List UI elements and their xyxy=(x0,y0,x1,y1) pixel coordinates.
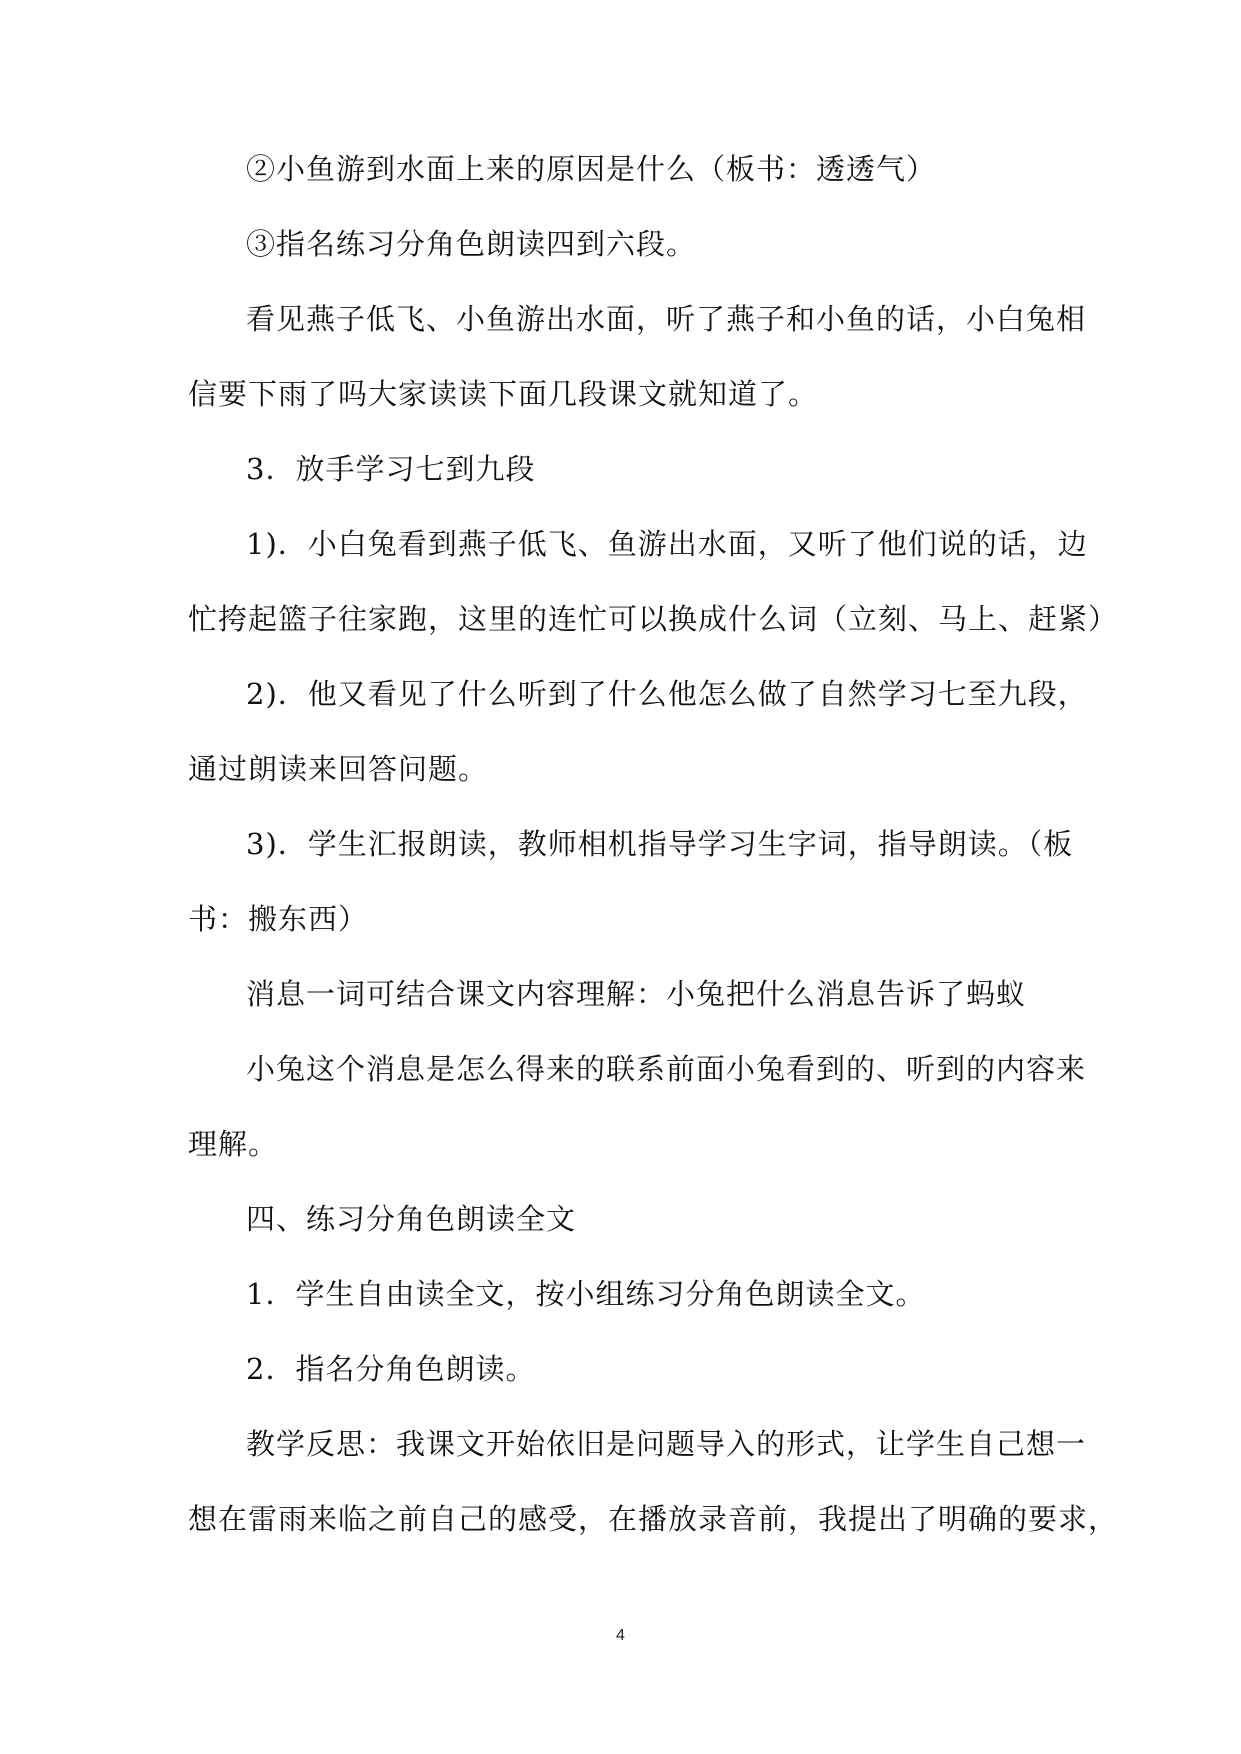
paragraph-line: 1．学生自由读全文，按小组练习分角色朗读全文。 xyxy=(246,1277,926,1311)
section-heading: 3．放手学习七到九段 xyxy=(246,452,536,486)
page-number: 4 xyxy=(616,1627,625,1644)
paragraph-line: 1)．小白兔看到燕子低飞、鱼游出水面，又听了他们说的话，边 xyxy=(246,527,1088,561)
paragraph-line: 消息一词可结合课文内容理解：小兔把什么消息告诉了蚂蚁 xyxy=(246,977,1027,1011)
paragraph-line: 教学反思：我课文开始依旧是问题导入的形式，让学生自己想一 xyxy=(246,1427,1087,1461)
paragraph-line: 3)．学生汇报朗读，教师相机指导学习生字词，指导朗读。（板 xyxy=(246,827,1074,861)
paragraph-line: 信要下雨了吗大家读读下面几段课文就知道了。 xyxy=(188,377,819,411)
section-heading: 四、练习分角色朗读全文 xyxy=(246,1202,577,1236)
paragraph-line: 书：搬东西） xyxy=(188,902,369,936)
paragraph-line: 理解。 xyxy=(188,1127,279,1161)
paragraph-line: 2)．他又看见了什么听到了什么他怎么做了自然学习七至九段， xyxy=(246,677,1088,711)
paragraph-line: ③指名练习分角色朗读四到六段。 xyxy=(246,227,697,261)
paragraph-line: ②小鱼游到水面上来的原因是什么（板书：透透气） xyxy=(246,152,937,186)
paragraph-line: 想在雷雨来临之前自己的感受，在播放录音前，我提出了明确的要求， xyxy=(188,1502,1119,1536)
paragraph-line: 2．指名分角色朗读。 xyxy=(246,1352,536,1386)
paragraph-line: 看见燕子低飞、小鱼游出水面，听了燕子和小鱼的话，小白兔相 xyxy=(246,302,1087,336)
paragraph-line: 小兔这个消息是怎么得来的联系前面小兔看到的、听到的内容来 xyxy=(246,1052,1087,1086)
paragraph-line: 通过朗读来回答问题。 xyxy=(188,752,489,786)
paragraph-line: 忙挎起篮子往家跑，这里的连忙可以换成什么词（立刻、马上、赶紧） xyxy=(188,602,1119,636)
